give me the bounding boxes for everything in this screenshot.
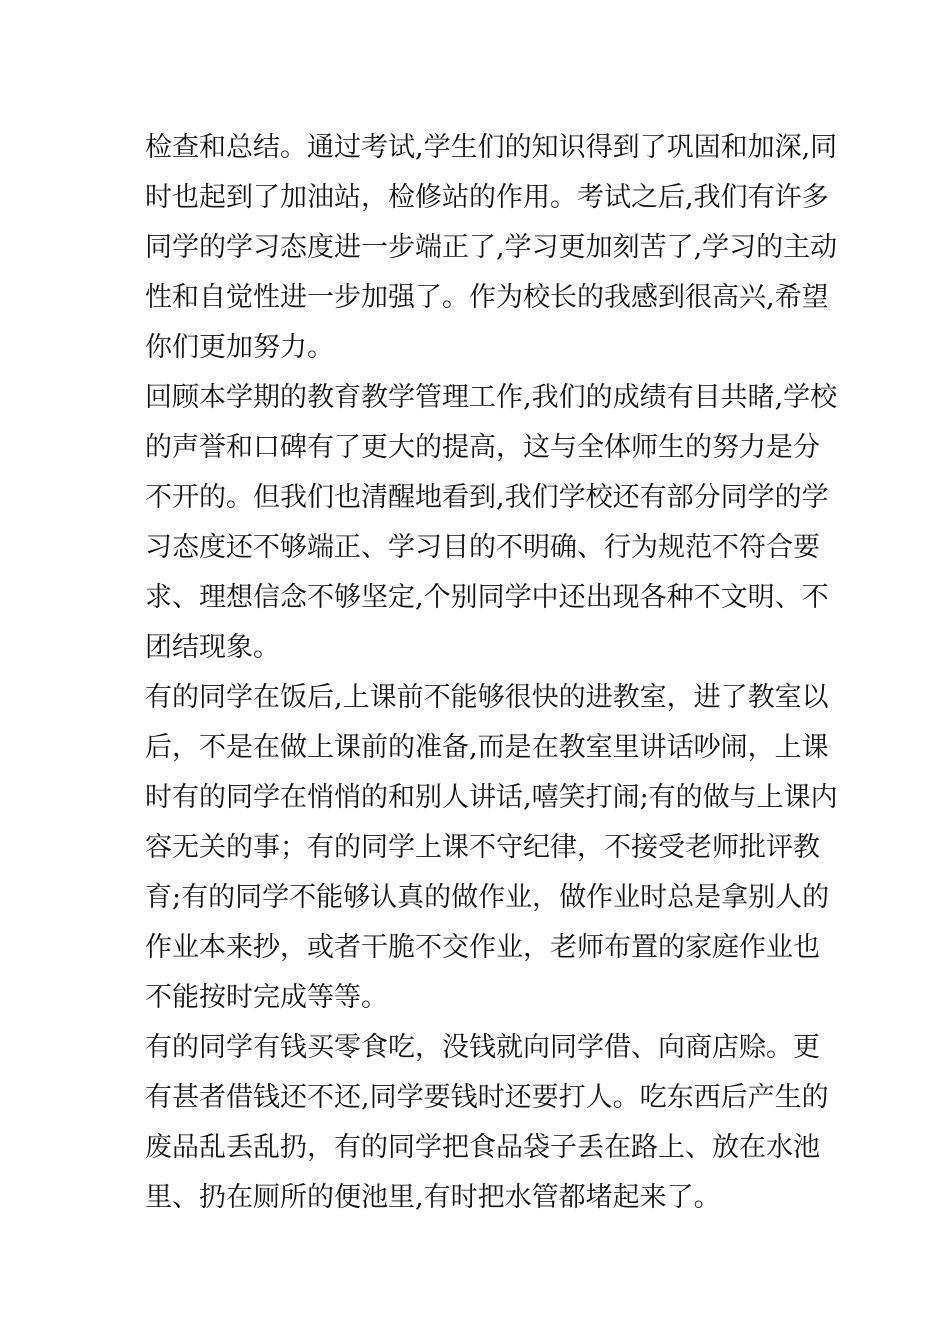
paragraph-snacks-littering xyxy=(145,1023,829,1223)
text-line: 习态度还不够端正、学习目的不明确、行为规范不符合要 xyxy=(145,532,820,563)
paragraph-exam-summary xyxy=(145,123,838,373)
text-line: 育;有的同学不能够认真的做作业，做作业时总是拿别人的 xyxy=(145,882,830,913)
text-line: 的声誉和口碑有了更大的提高，这与全体师生的努力是分 xyxy=(145,432,820,463)
text-line: 后，不是在做上课前的准备,而是在教室里讲话吵闹，上课 xyxy=(145,732,829,763)
text-line: 团结现象。 xyxy=(145,632,280,663)
text-line: 容无关的事；有的同学上课不守纪律，不接受老师批评教 xyxy=(145,832,820,863)
text-line: 里、扔在厕所的便池里,有时把水管都堵起来了。 xyxy=(145,1182,721,1213)
text-line: 有的同学有钱买零食吃，没钱就向同学借、向商店赊。更 xyxy=(145,1032,820,1063)
text-line: 检查和总结。通过考试,学生们的知识得到了巩固和加深,同 xyxy=(145,132,838,163)
text-line: 有的同学在饭后,上课前不能够很快的进教室，进了教室以 xyxy=(145,682,829,713)
text-line: 你们更加努力。 xyxy=(145,332,334,363)
text-line: 回顾本学期的教育教学管理工作,我们的成绩有目共睹,学校 xyxy=(145,382,838,413)
text-line: 时也起到了加油站，检修站的作用。考试之后,我们有许多 xyxy=(145,182,829,213)
paragraph-semester-review xyxy=(145,373,838,673)
text-line: 有甚者借钱还不还,同学要钱时还要打人。吃东西后产生的 xyxy=(145,1082,829,1113)
text-line: 性和自觉性进一步加强了。作为校长的我感到很高兴,希望 xyxy=(145,282,829,313)
text-line: 不开的。但我们也清醒地看到,我们学校还有部分同学的学 xyxy=(145,482,829,513)
text-line: 废品乱丢乱扔，有的同学把食品袋子丢在路上、放在水池 xyxy=(145,1132,820,1163)
text-line: 同学的学习态度进一步端正了,学习更加刻苦了,学习的主动 xyxy=(145,232,838,263)
document-body xyxy=(145,123,838,1223)
text-line: 作业本来抄，或者干脆不交作业，老师布置的家庭作业也 xyxy=(145,932,820,963)
text-line: 不能按时完成等等。 xyxy=(145,982,388,1013)
text-line: 时有的同学在悄悄的和别人讲话,嘻笑打闹;有的做与上课内 xyxy=(145,782,838,813)
text-line: 求、理想信念不够坚定,个别同学中还出现各种不文明、不 xyxy=(145,582,829,613)
paragraph-classroom-behavior xyxy=(145,673,838,1023)
